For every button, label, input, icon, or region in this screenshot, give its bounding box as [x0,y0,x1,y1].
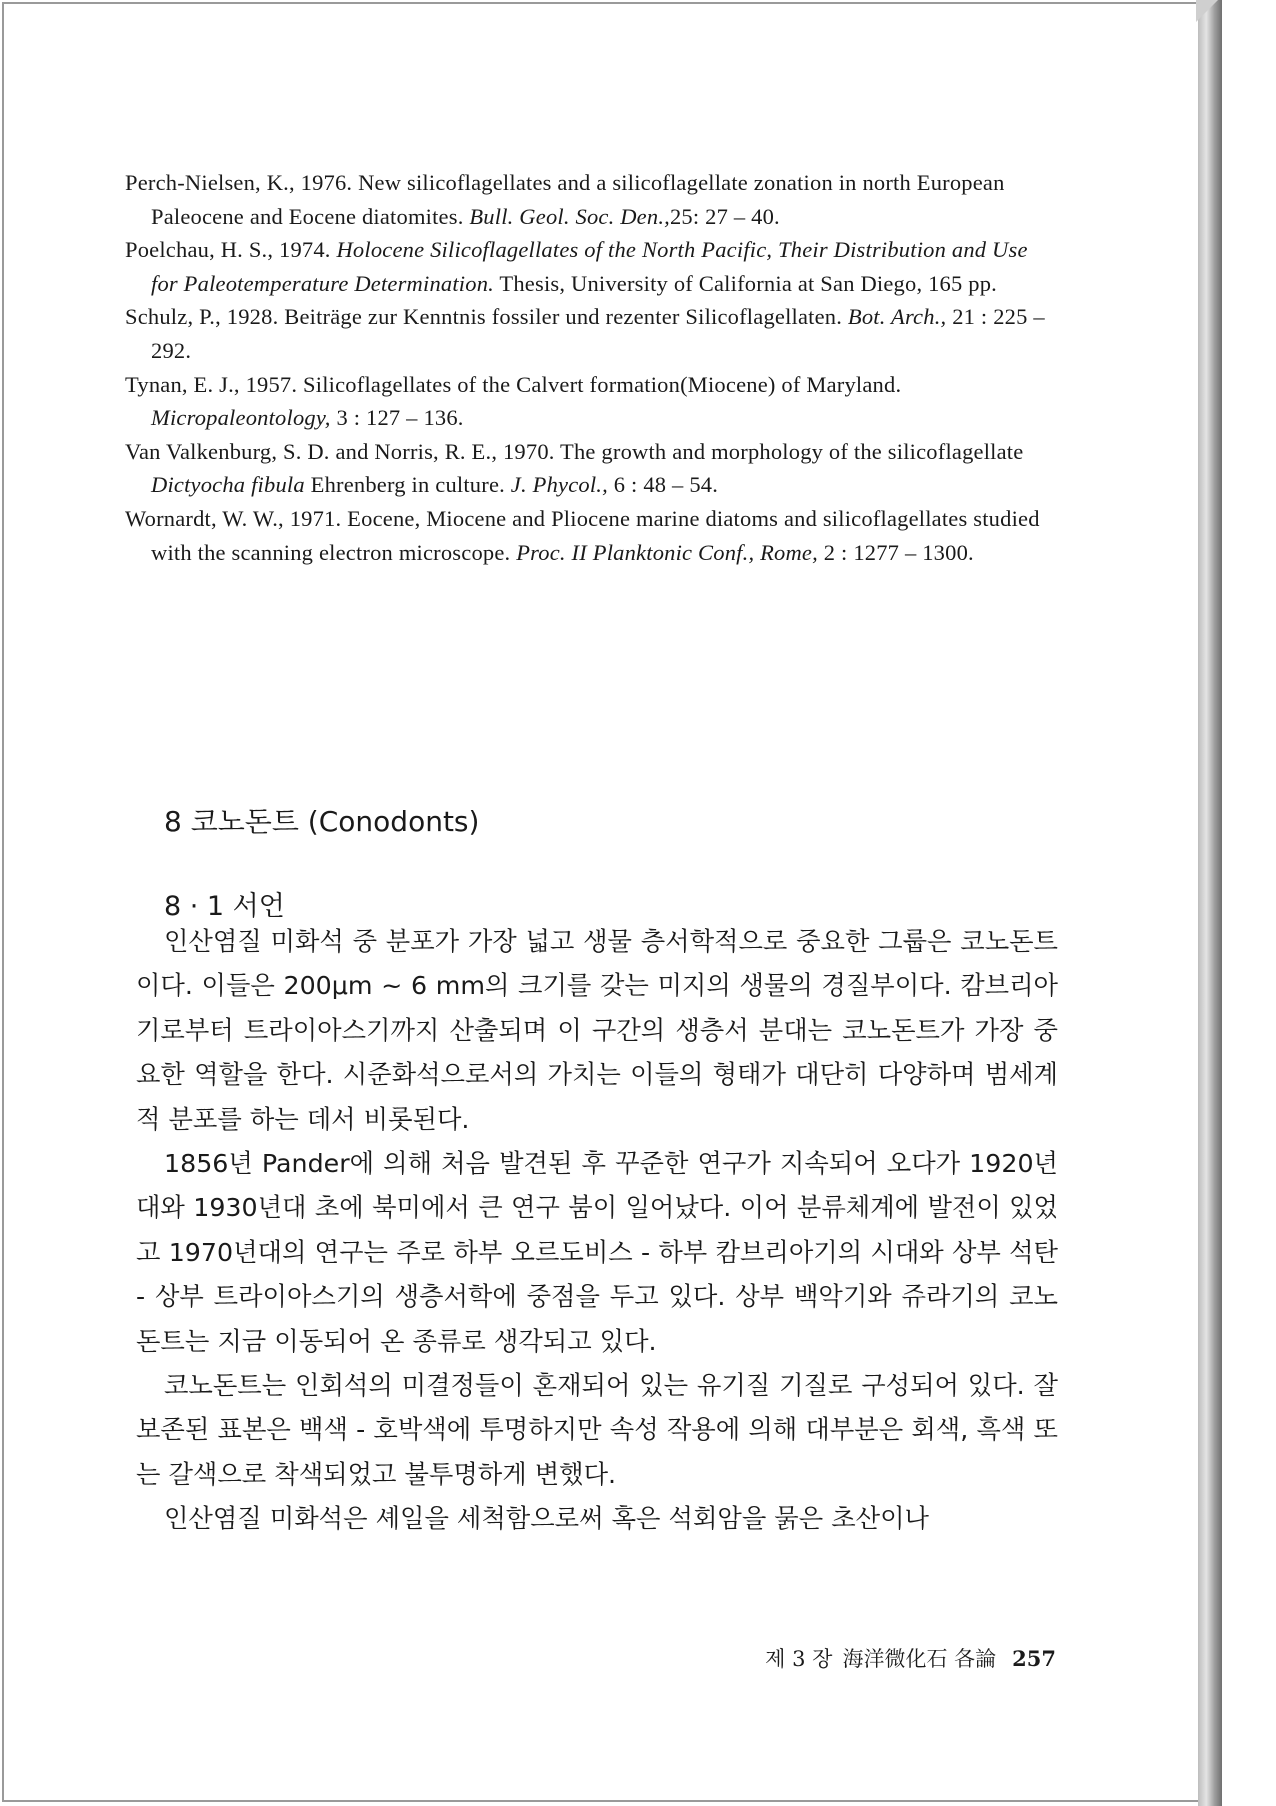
page-footer [700,1643,1056,1673]
footer-chapter-title: 海洋微化石 各論 [842,1647,997,1671]
reference-item: Van Valkenburg, S. D. and Norris, R. E., 1970. The growth and morphology of the silicoflagellate Dictyocha fibula Ehrenberg in culture. J. Phycol., 6 : 48 – 54. [125,438,1024,498]
footer-chapter-label: 제 3 장 [765,1647,833,1671]
reference-list [125,166,1045,569]
page-number: 257 [1012,1646,1056,1671]
page-curl-shadow [1198,0,1222,1806]
reference-item: Tynan, E. J., 1957. Silicoflagellates of the Calvert formation(Miocene) of Maryland. Micropaleontology, 3 : 127 – 136. [125,371,902,431]
paragraph: 인산염질 미화석 중 분포가 가장 넓고 생물 층서학적으로 중요한 그룹은 코노돈트이다. 이들은 200μm ~ 6 mm의 크기를 갖는 미지의 생물의 경질부이다. 캄브리아기로부터 트라이아스기까지 산출되며 이 구간의 생층서 분대는 코노돈트가 가장 중요한 역할을 한다. 시준화석으로서의 가치는 이들의 형태가 대단히 다양하며 범세계적 분포를 하는 데서 비롯된다. [136,927,1058,1134]
body-text [136,920,1058,1542]
page-corner [1196,0,1218,22]
paragraph: 코노돈트는 인회석의 미결정들이 혼재되어 있는 유기질 기질로 구성되어 있다. 잘 보존된 표본은 백색 - 호박색에 투명하지만 속성 작용에 의해 대부분은 회색, 흑색 또는 갈색으로 착색되었고 불투명하게 변했다. [136,1371,1058,1489]
paragraph: 인산염질 미화석은 셰일을 세척함으로써 혹은 석회암을 묽은 초산이나 [164,1504,929,1534]
paragraph: 1856년 Pander에 의해 처음 발견된 후 꾸준한 연구가 지속되어 오다가 1920년대와 1930년대 초에 북미에서 큰 연구 붐이 일어났다. 이어 분류체계에 발전이 있었고 1970년대의 연구는 주로 하부 오르도비스 - 하부 캄브리아기의 시대와 상부 석탄 - 상부 트라이아스기의 생층서학에 중점을 두고 있다. 상부 백악기와 쥬라기의 코노돈트는 지금 이동되어 온 종류로 생각되고 있다. [136,1149,1058,1356]
reference-item: Perch-Nielsen, K., 1976. New silicoflagellates and a silicoflagellate zonation in north European Paleocene and Eocene diatomites. Bull. Geol. Soc. Den.,25: 27 – 40. [125,170,1005,229]
chapter-title: 8 코노돈트 (Conodonts) [164,805,480,838]
section-title: 8 · 1 서언 [164,891,285,922]
reference-item: Poelchau, H. S., 1974. Holocene Silicoflagellates of the North Pacific, Their Distribution and Use for Paleotemperature Determination. Thesis, University of California at San Diego, 165 pp. [125,237,1028,296]
reference-item: Wornardt, W. W., 1971. Eocene, Miocene and Pliocene marine diatoms and silicoflagellates studied with the scanning electron microscope. Proc. II Planktonic Conf., Rome, 2 : 1277 – 1300. [125,505,1040,565]
reference-item: Schulz, P., 1928. Beiträge zur Kenntnis fossiler und rezenter Silicoflagellaten. Bot. Arch., 21 : 225 – 292. [125,304,1045,363]
